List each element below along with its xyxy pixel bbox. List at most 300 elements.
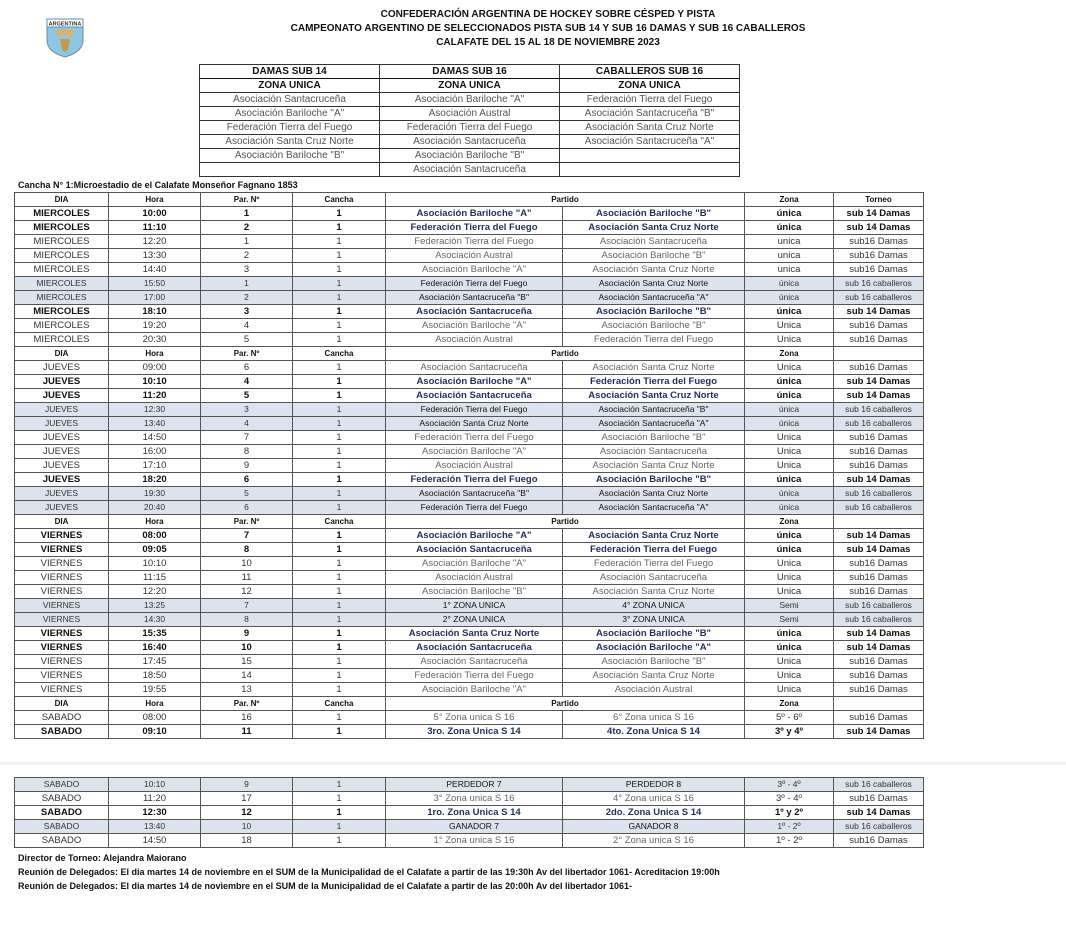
match-tournament: sub 16 caballeros [834, 417, 924, 431]
schedule-header-row [15, 515, 924, 529]
match-row [15, 417, 924, 431]
match-court: 1 [293, 249, 386, 263]
match-row [15, 207, 924, 221]
match-team-b: Asociación Santacruceña "A" [563, 417, 745, 431]
match-team-a: PERDEDOR 7 [386, 778, 563, 792]
match-number: 1 [201, 235, 293, 249]
match-court: 1 [293, 806, 386, 820]
match-row [15, 459, 924, 473]
match-day: VIERNES [15, 669, 109, 683]
match-team-b: Asociación Bariloche "B" [563, 207, 745, 221]
zones-row [200, 107, 740, 121]
match-number: 9 [201, 459, 293, 473]
match-row [15, 585, 924, 599]
match-time: 14:50 [109, 431, 201, 445]
col-cancha: Cancha [293, 515, 386, 529]
page-gap [0, 762, 1066, 765]
match-row [15, 543, 924, 557]
director-note: Director de Torneo: Alejandra Maiorano [18, 853, 187, 863]
zone-team: Asociación Santacruceña [380, 163, 560, 177]
match-court: 1 [293, 613, 386, 627]
col-dia: DIA [15, 515, 109, 529]
match-time: 17:00 [109, 291, 201, 305]
match-row [15, 778, 924, 792]
match-zone: Unica [745, 361, 834, 375]
match-team-b: Asociación Santa Cruz Norte [563, 221, 745, 235]
match-court: 1 [293, 375, 386, 389]
match-team-a: 1° ZONA UNICA [386, 599, 563, 613]
match-day: VIERNES [15, 641, 109, 655]
match-time: 12:30 [109, 806, 201, 820]
match-team-a: Asociación Santacruceña [386, 655, 563, 669]
match-team-a: Asociación Santacruceña "B" [386, 291, 563, 305]
col-cancha: Cancha [293, 347, 386, 361]
match-team-b: Federación Tierra del Fuego [563, 543, 745, 557]
col-zona: Zona [745, 193, 834, 207]
match-time: 09:05 [109, 543, 201, 557]
schedule-header-row [15, 697, 924, 711]
zones-row [200, 93, 740, 107]
match-zone: Unica [745, 333, 834, 347]
zone-team: Asociación Bariloche "A" [200, 107, 380, 121]
match-time: 19:30 [109, 487, 201, 501]
match-time: 19:20 [109, 319, 201, 333]
zones-table [199, 64, 740, 177]
match-number: 16 [201, 711, 293, 725]
match-time: 18:50 [109, 669, 201, 683]
match-team-b: Asociación Bariloche "B" [563, 305, 745, 319]
match-team-b: Asociación Santa Cruz Norte [563, 389, 745, 403]
zone-label: ZONA UNICA [200, 79, 380, 93]
match-time: 11:10 [109, 221, 201, 235]
match-team-a: Federación Tierra del Fuego [386, 277, 563, 291]
zone-team: Asociación Santacruceña "B" [560, 107, 740, 121]
col-dia: DIA [15, 347, 109, 361]
match-tournament: sub16 Damas [834, 263, 924, 277]
match-tournament: sub16 Damas [834, 683, 924, 697]
match-team-b: Asociación Bariloche "B" [563, 473, 745, 487]
zone-team: Federación Tierra del Fuego [380, 121, 560, 135]
match-time: 11:20 [109, 792, 201, 806]
match-row [15, 235, 924, 249]
match-time: 11:20 [109, 389, 201, 403]
match-team-b: Asociación Santacruceña "A" [563, 291, 745, 305]
match-time: 16:40 [109, 641, 201, 655]
match-court: 1 [293, 627, 386, 641]
match-row [15, 820, 924, 834]
match-number: 8 [201, 613, 293, 627]
col-dia: DIA [15, 193, 109, 207]
match-tournament: sub 16 caballeros [834, 613, 924, 627]
match-time: 14:50 [109, 834, 201, 848]
schedule-header-row [15, 193, 924, 207]
schedule-table [14, 192, 924, 739]
zone-team: Asociación Bariloche "B" [200, 149, 380, 163]
match-tournament: sub16 Damas [834, 834, 924, 848]
meeting-note-1: Reunión de Delegados: El dia martes 14 de noviembre en el SUM de la Municipalidad de el Calafate a partir de las 19:30h Av del libertador 1061- Acreditacion 19:00h [18, 867, 720, 877]
match-zone: unica [745, 263, 834, 277]
match-zone: única [745, 487, 834, 501]
schedule-table-saturday [14, 777, 924, 848]
col-hora: Hora [109, 697, 201, 711]
match-time: 20:30 [109, 333, 201, 347]
match-court: 1 [293, 333, 386, 347]
col-partido: Partido [386, 515, 745, 529]
match-time: 20:40 [109, 501, 201, 515]
zones-row [200, 163, 740, 177]
match-row [15, 655, 924, 669]
zone-team: Asociación Santacruceña [200, 93, 380, 107]
match-tournament: sub 14 Damas [834, 221, 924, 235]
match-zone: 3º y 4º [745, 725, 834, 739]
match-row [15, 501, 924, 515]
match-time: 12:20 [109, 585, 201, 599]
match-team-b: Asociación Bariloche "B" [563, 655, 745, 669]
match-day: MIERCOLES [15, 249, 109, 263]
match-team-a: Asociación Austral [386, 249, 563, 263]
match-number: 4 [201, 319, 293, 333]
match-tournament: sub16 Damas [834, 319, 924, 333]
match-number: 11 [201, 571, 293, 585]
match-team-a: Federación Tierra del Fuego [386, 235, 563, 249]
col-zona: Zona [745, 515, 834, 529]
match-zone: única [745, 221, 834, 235]
match-day: JUEVES [15, 445, 109, 459]
match-time: 15:35 [109, 627, 201, 641]
zone-team: Federación Tierra del Fuego [200, 121, 380, 135]
match-number: 7 [201, 431, 293, 445]
match-court: 1 [293, 207, 386, 221]
match-day: JUEVES [15, 361, 109, 375]
match-number: 5 [201, 389, 293, 403]
match-zone: única [745, 277, 834, 291]
match-tournament: sub16 Damas [834, 445, 924, 459]
match-time: 15:50 [109, 277, 201, 291]
match-tournament: sub 16 caballeros [834, 778, 924, 792]
match-court: 1 [293, 641, 386, 655]
match-day: VIERNES [15, 683, 109, 697]
match-tournament: sub 16 caballeros [834, 820, 924, 834]
match-time: 13:25 [109, 599, 201, 613]
col-par: Par. Nº [201, 347, 293, 361]
match-team-a: 5° Zona unica S 16 [386, 711, 563, 725]
match-team-a: 3° Zona unica S 16 [386, 792, 563, 806]
match-tournament: sub 16 caballeros [834, 403, 924, 417]
match-tournament: sub16 Damas [834, 792, 924, 806]
match-team-a: 1° Zona unica S 16 [386, 834, 563, 848]
match-team-b: Asociación Santa Cruz Norte [563, 669, 745, 683]
match-team-a: 2° ZONA UNICA [386, 613, 563, 627]
match-court: 1 [293, 389, 386, 403]
match-tournament: sub 14 Damas [834, 389, 924, 403]
match-day: MIERCOLES [15, 235, 109, 249]
match-day: JUEVES [15, 417, 109, 431]
match-day: JUEVES [15, 459, 109, 473]
col-par: Par. Nº [201, 193, 293, 207]
match-tournament: sub 14 Damas [834, 529, 924, 543]
match-day: JUEVES [15, 473, 109, 487]
zone-team: Federación Tierra del Fuego [560, 93, 740, 107]
match-number: 8 [201, 543, 293, 557]
match-court: 1 [293, 403, 386, 417]
zones-row [200, 135, 740, 149]
match-tournament: sub 14 Damas [834, 627, 924, 641]
col-par: Par. Nº [201, 515, 293, 529]
header-line-3: CALAFATE DEL 15 AL 18 DE NOVIEMBRE 2023 [436, 37, 660, 48]
match-court: 1 [293, 221, 386, 235]
match-row [15, 333, 924, 347]
match-court: 1 [293, 557, 386, 571]
match-row [15, 792, 924, 806]
match-number: 4 [201, 375, 293, 389]
match-row [15, 627, 924, 641]
match-zone: Semi [745, 613, 834, 627]
match-tournament: sub16 Damas [834, 249, 924, 263]
match-tournament: sub16 Damas [834, 431, 924, 445]
match-number: 1 [201, 277, 293, 291]
match-day: VIERNES [15, 613, 109, 627]
match-time: 18:20 [109, 473, 201, 487]
match-tournament: sub 16 caballeros [834, 291, 924, 305]
match-team-a: Asociación Bariloche "A" [386, 529, 563, 543]
match-zone: única [745, 207, 834, 221]
match-team-a: Federación Tierra del Fuego [386, 431, 563, 445]
match-time: 17:10 [109, 459, 201, 473]
match-tournament: sub 14 Damas [834, 806, 924, 820]
match-zone: 5º - 6º [745, 711, 834, 725]
match-day: SABADO [15, 834, 109, 848]
match-tournament: sub16 Damas [834, 557, 924, 571]
match-tournament: sub16 Damas [834, 459, 924, 473]
col-cancha: Cancha [293, 697, 386, 711]
match-zone: Unica [745, 571, 834, 585]
match-team-a: Federación Tierra del Fuego [386, 669, 563, 683]
match-zone: unica [745, 249, 834, 263]
match-day: MIERCOLES [15, 207, 109, 221]
match-court: 1 [293, 277, 386, 291]
match-number: 2 [201, 249, 293, 263]
match-time: 12:30 [109, 403, 201, 417]
match-day: JUEVES [15, 375, 109, 389]
match-day: MIERCOLES [15, 291, 109, 305]
match-number: 7 [201, 599, 293, 613]
match-court: 1 [293, 711, 386, 725]
match-team-b: Asociación Santa Cruz Norte [563, 487, 745, 501]
zone-label: ZONA UNICA [380, 79, 560, 93]
match-day: VIERNES [15, 557, 109, 571]
col-torneo [834, 697, 924, 711]
match-team-a: Asociación Santacruceña "B" [386, 487, 563, 501]
match-team-b: Federación Tierra del Fuego [563, 375, 745, 389]
match-number: 9 [201, 778, 293, 792]
zone-column-header: DAMAS SUB 16 [380, 65, 560, 79]
col-zona: Zona [745, 347, 834, 361]
match-zone: única [745, 501, 834, 515]
match-number: 14 [201, 669, 293, 683]
match-team-b: Asociación Santa Cruz Norte [563, 585, 745, 599]
match-court: 1 [293, 361, 386, 375]
match-tournament: sub 14 Damas [834, 725, 924, 739]
match-zone: 1º - 2º [745, 820, 834, 834]
match-court: 1 [293, 683, 386, 697]
match-day: SABADO [15, 778, 109, 792]
match-time: 10:00 [109, 207, 201, 221]
match-time: 10:10 [109, 778, 201, 792]
match-zone: 1º y 2º [745, 806, 834, 820]
match-time: 13:40 [109, 417, 201, 431]
match-day: JUEVES [15, 487, 109, 501]
match-court: 1 [293, 599, 386, 613]
match-tournament: sub 16 caballeros [834, 599, 924, 613]
match-time: 09:00 [109, 361, 201, 375]
match-court: 1 [293, 571, 386, 585]
match-team-a: Asociación Bariloche "A" [386, 683, 563, 697]
match-tournament: sub16 Damas [834, 235, 924, 249]
match-row [15, 669, 924, 683]
match-row [15, 571, 924, 585]
match-team-a: Federación Tierra del Fuego [386, 403, 563, 417]
match-row [15, 834, 924, 848]
match-team-a: Asociación Santacruceña [386, 641, 563, 655]
match-team-a: Asociación Bariloche "B" [386, 585, 563, 599]
schedule-header-row [15, 347, 924, 361]
match-team-b: Asociación Santacruceña "B" [563, 403, 745, 417]
match-number: 3 [201, 403, 293, 417]
match-team-a: Asociación Bariloche "A" [386, 557, 563, 571]
match-day: VIERNES [15, 627, 109, 641]
match-number: 2 [201, 291, 293, 305]
match-zone: única [745, 305, 834, 319]
match-time: 16:00 [109, 445, 201, 459]
match-time: 11:15 [109, 571, 201, 585]
zones-row [200, 149, 740, 163]
match-court: 1 [293, 263, 386, 277]
match-row [15, 403, 924, 417]
zone-team [200, 163, 380, 177]
zone-team: Asociación Bariloche "B" [380, 149, 560, 163]
match-row [15, 277, 924, 291]
match-team-a: Asociación Santa Cruz Norte [386, 627, 563, 641]
col-hora: Hora [109, 193, 201, 207]
zone-team: Asociación Austral [380, 107, 560, 121]
col-hora: Hora [109, 347, 201, 361]
match-zone: 1º - 2º [745, 834, 834, 848]
header-line-1: CONFEDERACIÓN ARGENTINA DE HOCKEY SOBRE CÉSPED Y PISTA [380, 9, 716, 20]
match-tournament: sub16 Damas [834, 711, 924, 725]
match-team-b: Asociación Bariloche "B" [563, 319, 745, 333]
match-day: VIERNES [15, 599, 109, 613]
notes [18, 851, 720, 893]
match-row [15, 557, 924, 571]
zone-team [560, 149, 740, 163]
match-team-a: 1ro. Zona Unica S 14 [386, 806, 563, 820]
col-cancha: Cancha [293, 193, 386, 207]
match-team-b: 2do. Zona Unica S 14 [563, 806, 745, 820]
zone-team: Asociación Santa Cruz Norte [560, 121, 740, 135]
match-row [15, 599, 924, 613]
match-team-b: Asociación Bariloche "A" [563, 641, 745, 655]
match-zone: Unica [745, 445, 834, 459]
match-team-a: Asociación Santacruceña [386, 389, 563, 403]
match-zone: Unica [745, 669, 834, 683]
match-time: 12:20 [109, 235, 201, 249]
match-zone: Unica [745, 557, 834, 571]
match-day: MIERCOLES [15, 305, 109, 319]
match-zone: única [745, 389, 834, 403]
match-team-b: 4° Zona unica S 16 [563, 792, 745, 806]
match-zone: única [745, 529, 834, 543]
match-court: 1 [293, 291, 386, 305]
match-team-a: Asociación Bariloche "A" [386, 375, 563, 389]
match-time: 09:10 [109, 725, 201, 739]
match-row [15, 263, 924, 277]
match-court: 1 [293, 319, 386, 333]
match-team-a: Asociación Austral [386, 459, 563, 473]
match-time: 18:10 [109, 305, 201, 319]
match-number: 13 [201, 683, 293, 697]
match-day: MIERCOLES [15, 319, 109, 333]
match-court: 1 [293, 417, 386, 431]
match-tournament: sub 16 caballeros [834, 501, 924, 515]
match-zone: Unica [745, 459, 834, 473]
match-tournament: sub16 Damas [834, 333, 924, 347]
match-zone: única [745, 627, 834, 641]
match-tournament: sub 14 Damas [834, 543, 924, 557]
match-number: 4 [201, 417, 293, 431]
zone-team: Asociación Bariloche "A" [380, 93, 560, 107]
match-zone: 3º - 4º [745, 778, 834, 792]
col-torneo [834, 347, 924, 361]
match-number: 6 [201, 501, 293, 515]
match-court: 1 [293, 778, 386, 792]
venue-label: Cancha N° 1:Microestadio de el Calafate Monseñor Fagnano 1853 [18, 180, 298, 190]
match-row [15, 641, 924, 655]
zone-team: Asociación Santacruceña "A" [560, 135, 740, 149]
match-number: 3 [201, 305, 293, 319]
match-number: 1 [201, 207, 293, 221]
match-tournament: sub 14 Damas [834, 641, 924, 655]
match-row [15, 473, 924, 487]
match-time: 08:00 [109, 711, 201, 725]
match-team-a: GANADOR 7 [386, 820, 563, 834]
match-row [15, 445, 924, 459]
match-row [15, 613, 924, 627]
match-tournament: sub16 Damas [834, 571, 924, 585]
match-number: 10 [201, 820, 293, 834]
match-number: 15 [201, 655, 293, 669]
match-team-b: PERDEDOR 8 [563, 778, 745, 792]
match-tournament: sub16 Damas [834, 361, 924, 375]
match-row [15, 487, 924, 501]
match-team-b: Asociación Santa Cruz Norte [563, 361, 745, 375]
match-zone: Unica [745, 431, 834, 445]
match-team-a: Asociación Santacruceña [386, 361, 563, 375]
col-torneo [834, 515, 924, 529]
match-row [15, 291, 924, 305]
zone-column-header: CABALLEROS SUB 16 [560, 65, 740, 79]
match-time: 17:45 [109, 655, 201, 669]
match-zone: 3º - 4º [745, 792, 834, 806]
match-zone: única [745, 375, 834, 389]
match-zone: unica [745, 235, 834, 249]
match-time: 13:30 [109, 249, 201, 263]
match-number: 7 [201, 529, 293, 543]
match-day: SABADO [15, 820, 109, 834]
match-tournament: sub 14 Damas [834, 207, 924, 221]
match-row [15, 249, 924, 263]
match-zone: Unica [745, 655, 834, 669]
match-court: 1 [293, 305, 386, 319]
